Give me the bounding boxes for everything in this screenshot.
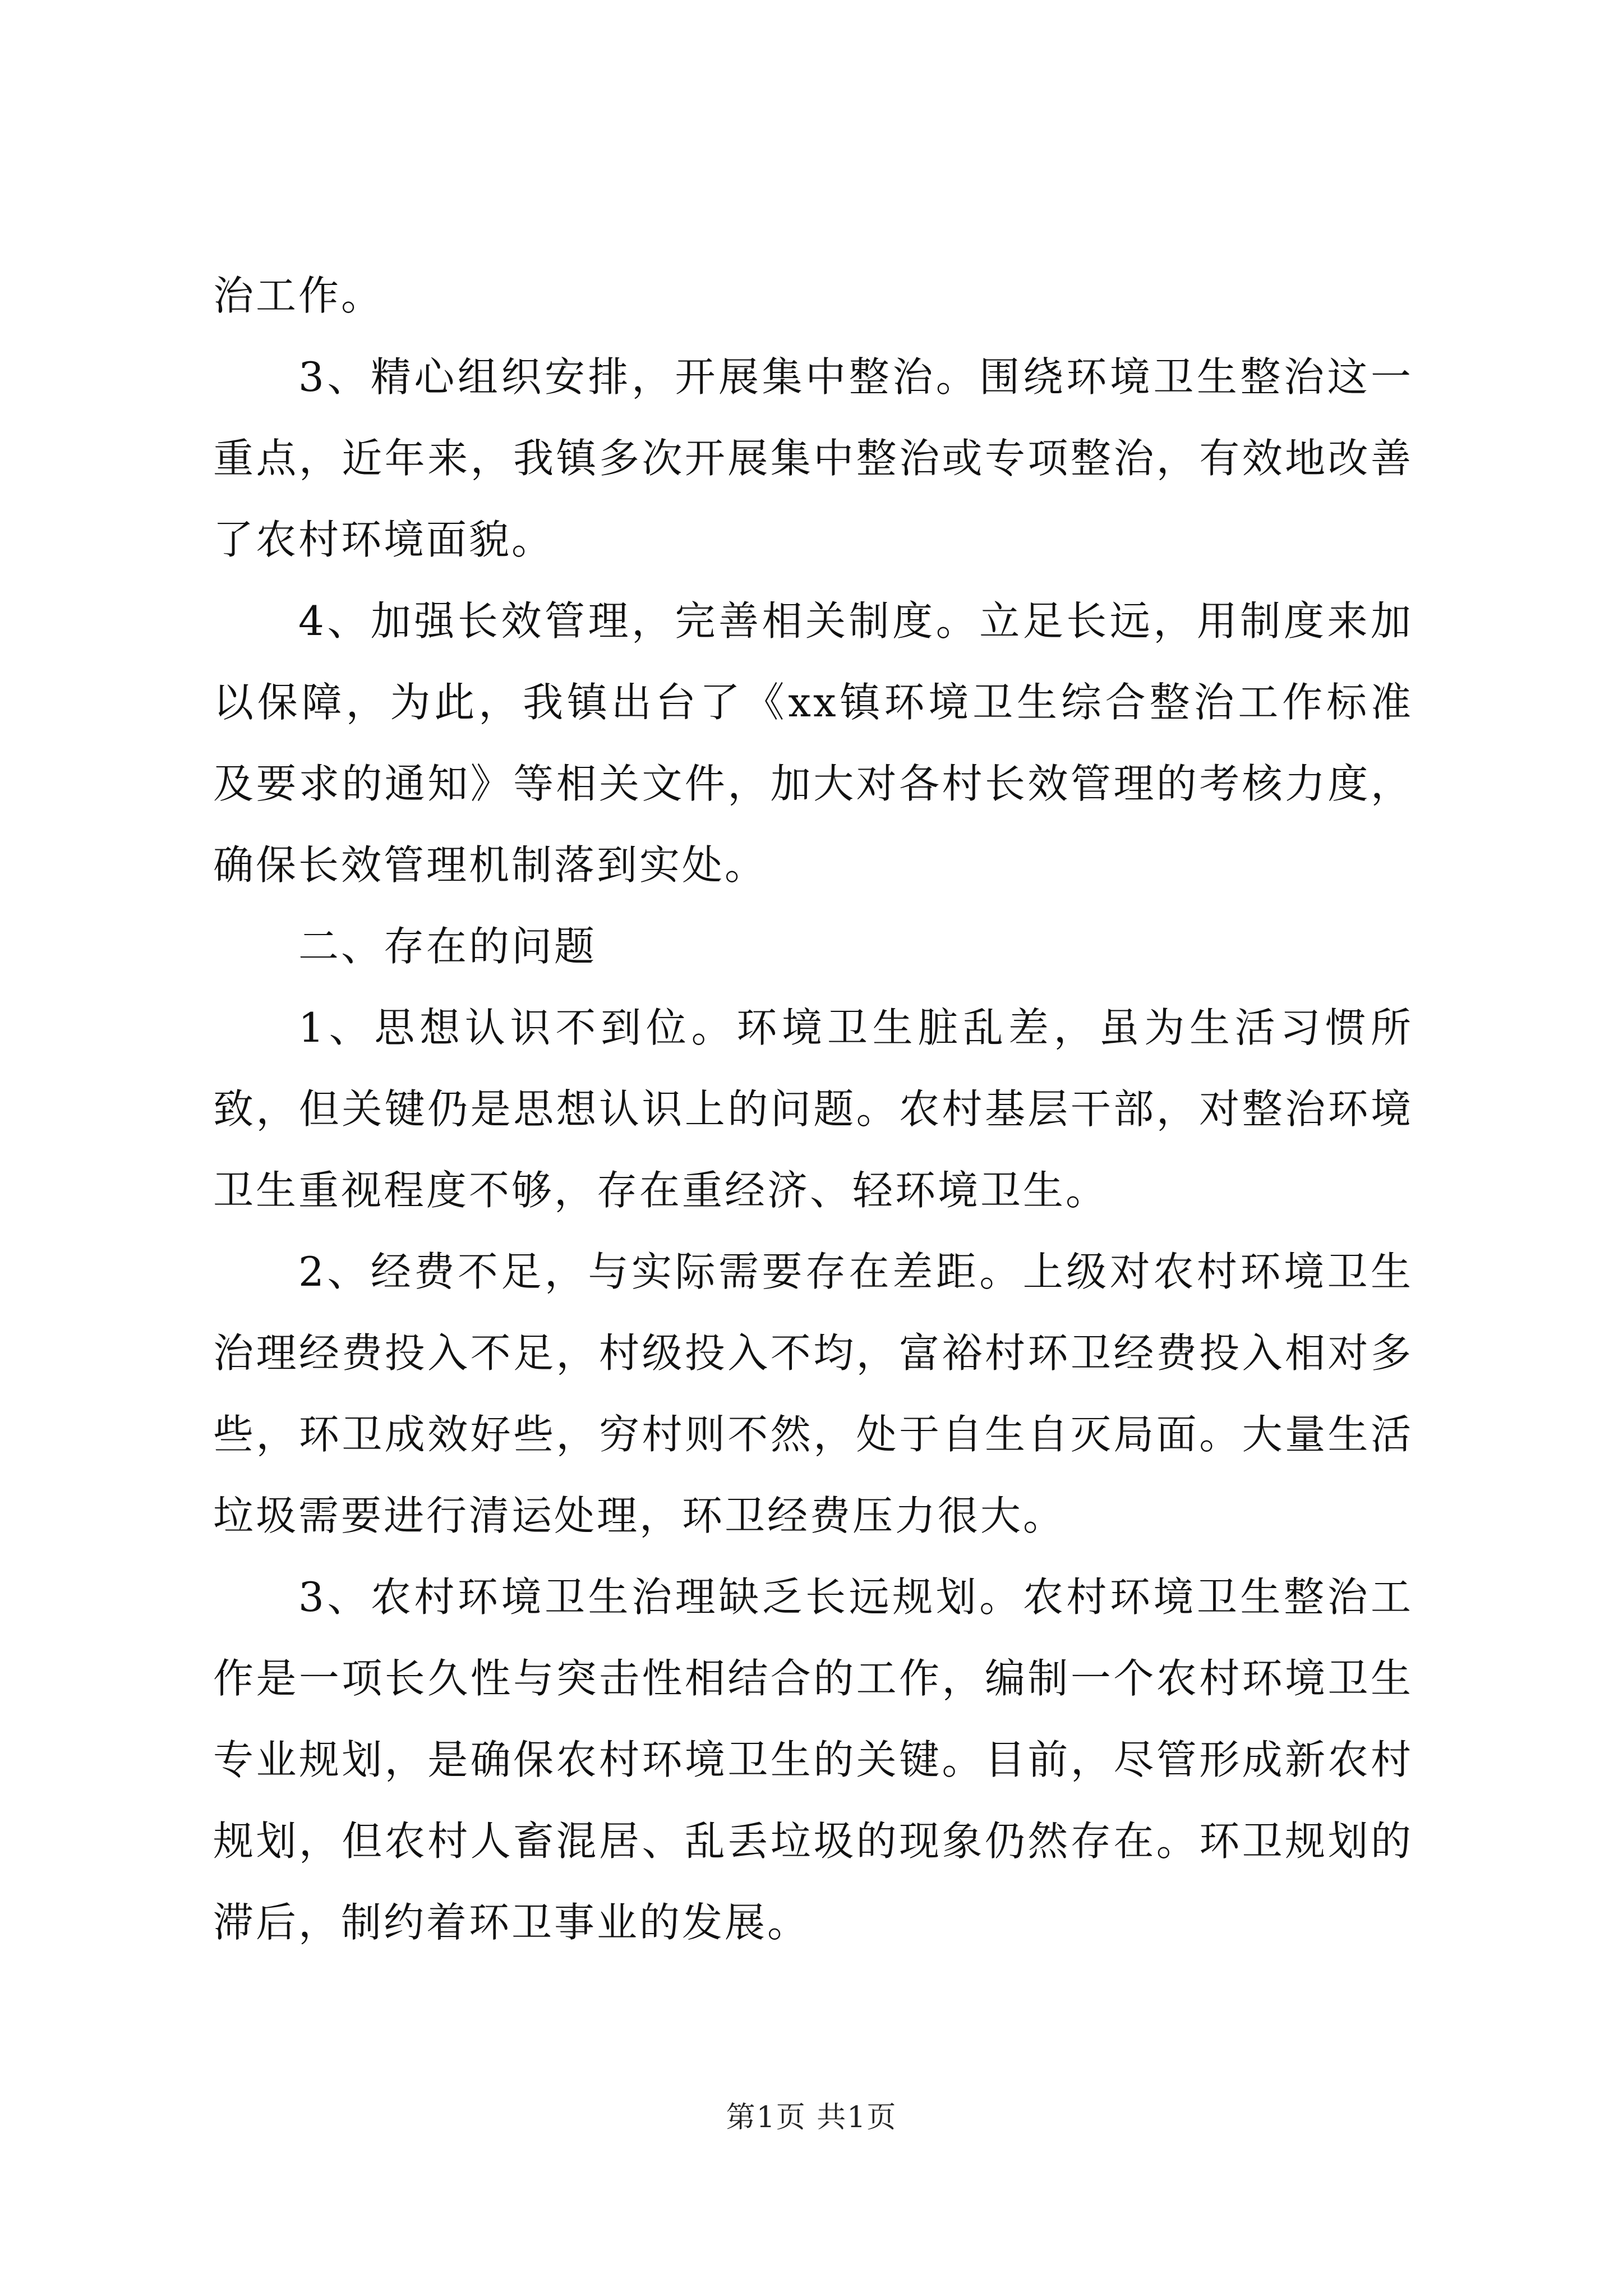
paragraph-continuation: 治工作。: [213, 272, 384, 319]
paragraph-item-4-management: 4、加强长效管理，完善相关制度。立足长远，用制度来加以保障，为此，我镇出台了《xx镇环境卫生综合整治工作标准及要求的通知》等相关文件，加大对各村长效管理的考核力度，确保长效管理机制落到实处。: [213, 597, 1413, 889]
document-body: [213, 255, 1413, 1963]
paragraph-problem-1: 1、思想认识不到位。环境卫生脏乱差，虽为生活习惯所致，但关键仍是思想认识上的问题。农村基层干部，对整治环境卫生重视程度不够，存在重经济、轻环境卫生。: [213, 1004, 1413, 1214]
page-number-footer: 第1页 共1页: [726, 2101, 897, 2134]
paragraph-problem-3: 3、农村环境卫生治理缺乏长远规划。农村环境卫生整治工作是一项长久性与突击性相结合的工作，编制一个农村环境卫生专业规划，是确保农村环境卫生的关键。目前，尽管形成新农村规划，但农村人畜混居、乱丢垃圾的现象仍然存在。环卫规划的滞后，制约着环卫事业的发展。: [213, 1573, 1413, 1946]
paragraph-item-3-organize: 3、精心组织安排，开展集中整治。围绕环境卫生整治这一重点，近年来，我镇多次开展集中整治或专项整治，有效地改善了农村环境面貌。: [213, 353, 1413, 563]
paragraph-problem-2: 2、经费不足，与实际需要存在差距。上级对农村环境卫生治理经费投入不足，村级投入不均，富裕村环卫经费投入相对多些，环卫成效好些，穷村则不然，处于自生自灭局面。大量生活垃圾需要进行清运处理，环卫经费压力很大。: [213, 1248, 1413, 1539]
section-heading-problems: 二、存在的问题: [298, 923, 597, 970]
